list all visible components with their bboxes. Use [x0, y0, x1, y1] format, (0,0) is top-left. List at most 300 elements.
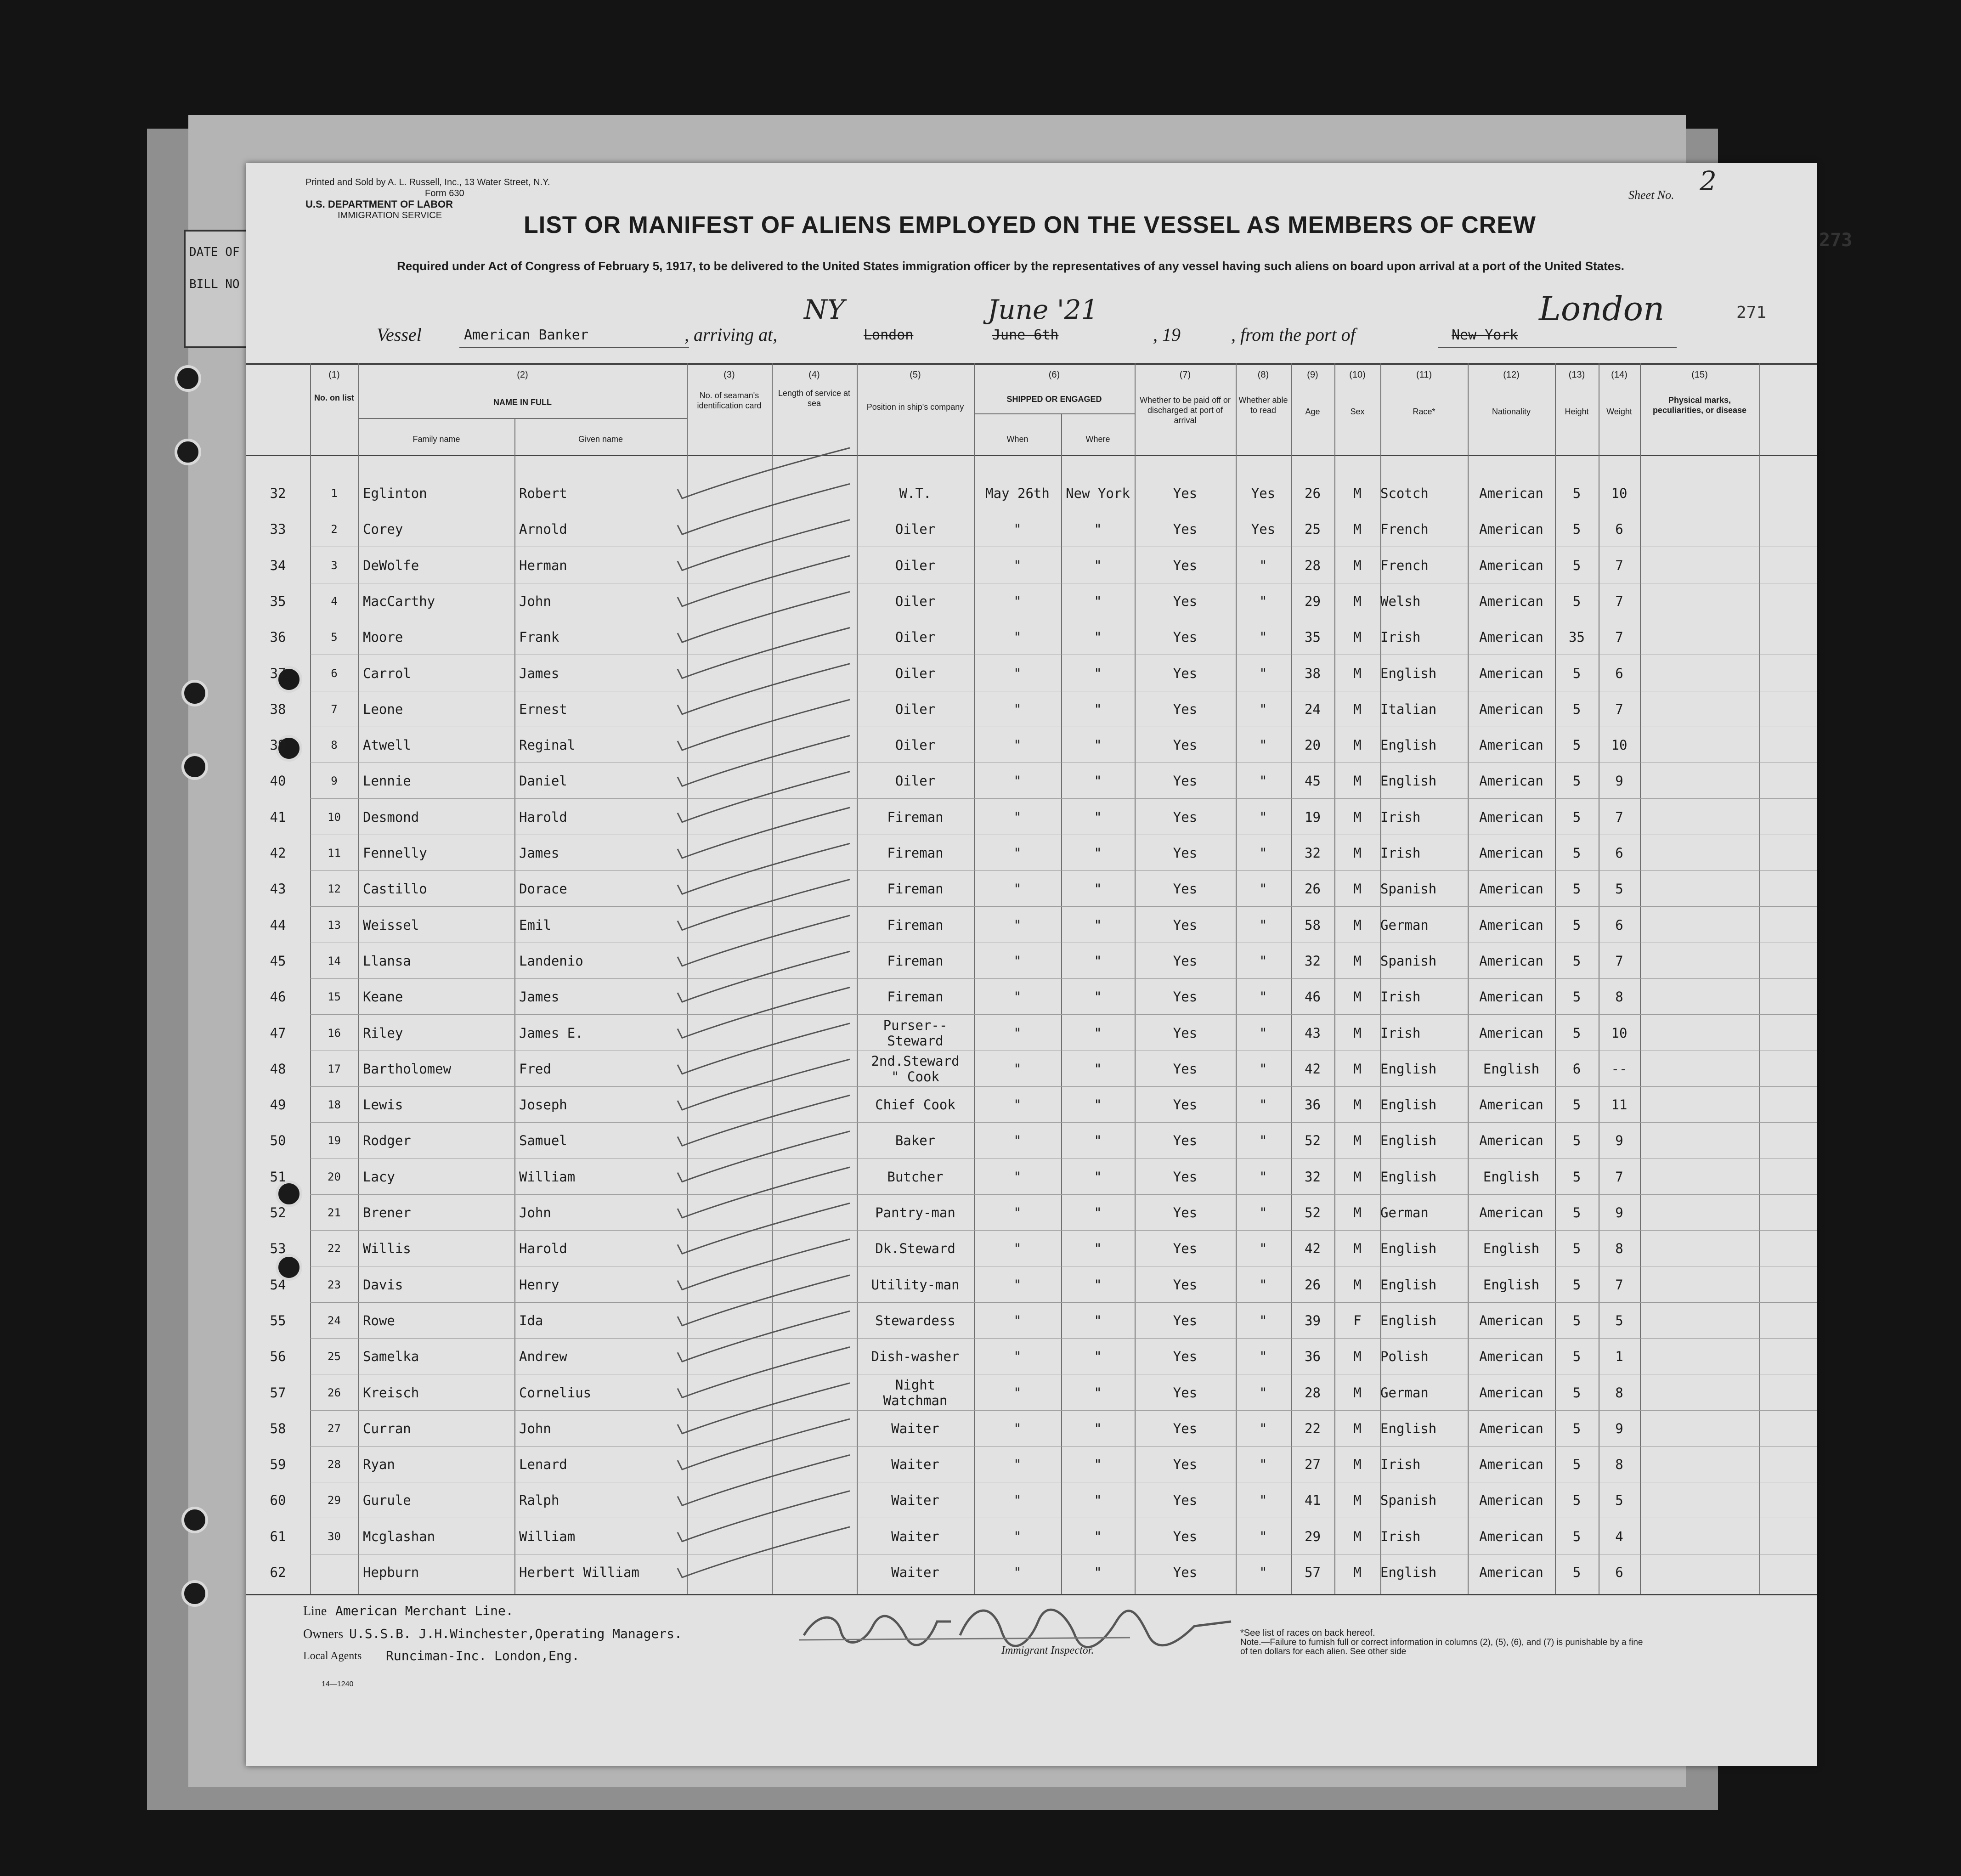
- cell-given: Harold: [519, 1241, 567, 1256]
- table-row: [246, 655, 1817, 691]
- cell-weight: 6: [1615, 521, 1623, 537]
- header-family-name: Family name: [413, 435, 460, 444]
- table-row: [246, 1519, 1817, 1554]
- cell-line: 33: [270, 521, 286, 537]
- cell-where: ": [1094, 1241, 1102, 1256]
- side-stamp-line-2: BILL NO: [189, 277, 240, 291]
- cell-position: Waiter: [891, 1529, 939, 1544]
- cell-race: English: [1380, 1565, 1437, 1580]
- cell-height: 5: [1572, 953, 1581, 969]
- cell-age: 52: [1305, 1205, 1321, 1221]
- cell-family: Curran: [363, 1421, 411, 1436]
- colnum-14: (14): [1611, 370, 1628, 380]
- cell-line: 52: [270, 1205, 286, 1221]
- cell-given: Harold: [519, 809, 567, 825]
- cell-position: Fireman: [887, 989, 944, 1005]
- table-row: [246, 871, 1817, 907]
- colnum-12: (12): [1503, 370, 1520, 380]
- cell-paid: Yes: [1173, 989, 1198, 1005]
- cell-nationality: American: [1479, 1313, 1543, 1328]
- side-stamp-line-1: DATE OF: [189, 245, 240, 259]
- cell-where: New York: [1066, 486, 1130, 501]
- cell-age: 29: [1305, 1529, 1321, 1544]
- cell-no: 14: [328, 955, 341, 967]
- cell-line: 48: [270, 1061, 286, 1077]
- cell-nationality: American: [1479, 1529, 1543, 1544]
- cell-height: 5: [1572, 701, 1581, 717]
- cell-race: Spanish: [1380, 1492, 1437, 1508]
- cell-when: ": [1013, 845, 1022, 861]
- colnum-10: (10): [1349, 370, 1366, 380]
- cell-when: ": [1013, 1025, 1022, 1041]
- footer-form-code: 14—1240: [322, 1680, 354, 1688]
- cell-sex: F: [1353, 1313, 1362, 1328]
- cell-read: ": [1259, 701, 1267, 717]
- cell-when: ": [1013, 1457, 1022, 1472]
- cell-line: 36: [270, 629, 286, 645]
- cell-sex: M: [1353, 809, 1362, 825]
- cell-nationality: American: [1479, 593, 1543, 609]
- from-handwritten: London: [1539, 289, 1665, 328]
- cell-race: English: [1380, 1421, 1437, 1436]
- cell-line: 49: [270, 1097, 286, 1113]
- cell-nationality: English: [1483, 1277, 1540, 1293]
- cell-weight: 8: [1615, 989, 1623, 1005]
- cell-no: 17: [328, 1062, 341, 1075]
- cell-line: 44: [270, 917, 286, 933]
- cell-line: 55: [270, 1313, 286, 1328]
- from-underline: [1438, 347, 1677, 348]
- cell-when: ": [1013, 953, 1022, 969]
- cell-no: 10: [328, 811, 341, 824]
- arriving-label: , arriving at,: [684, 324, 778, 345]
- cell-read: ": [1259, 953, 1267, 969]
- cell-given: Frank: [519, 629, 559, 645]
- cell-weight: 6: [1615, 666, 1623, 681]
- cell-nationality: American: [1479, 881, 1543, 897]
- cell-when: ": [1013, 773, 1022, 789]
- cell-sex: M: [1353, 666, 1362, 681]
- cell-sex: M: [1353, 521, 1362, 537]
- table-row: [246, 1303, 1817, 1339]
- cell-race: English: [1380, 1277, 1437, 1293]
- date-struck: June 6th: [992, 327, 1059, 343]
- cell-no: 1: [331, 487, 338, 500]
- cell-sex: M: [1353, 989, 1362, 1005]
- footer-line-value: American Merchant Line.: [335, 1603, 514, 1618]
- cell-where: ": [1094, 773, 1102, 789]
- table-row: [246, 1339, 1817, 1374]
- cell-sex: M: [1353, 773, 1362, 789]
- colnum-4: (4): [808, 370, 820, 380]
- arriving-handwritten: NY: [804, 294, 845, 325]
- cell-position: Waiter: [891, 1565, 939, 1580]
- cell-where: ": [1094, 593, 1102, 609]
- cell-paid: Yes: [1173, 629, 1198, 645]
- vessel-name: American Banker: [464, 327, 588, 343]
- footer-agents-label: Local Agents: [303, 1650, 362, 1662]
- cell-family: Leone: [363, 701, 403, 717]
- cell-family: Mcglashan: [363, 1529, 435, 1544]
- cell-read: ": [1259, 1097, 1267, 1113]
- sheet-no-label: Sheet No.: [1628, 188, 1674, 202]
- cell-height: 5: [1572, 1492, 1581, 1508]
- cell-nationality: American: [1479, 1025, 1543, 1041]
- punch-hole: [175, 365, 201, 392]
- cell-family: Castillo: [363, 881, 427, 897]
- cell-age: 46: [1305, 989, 1321, 1005]
- table-row: [246, 1231, 1817, 1266]
- cell-no: 29: [328, 1494, 341, 1507]
- cell-nationality: American: [1479, 773, 1543, 789]
- cell-where: ": [1094, 1313, 1102, 1328]
- table-row: [246, 1123, 1817, 1158]
- table-row: [246, 1087, 1817, 1123]
- cell-nationality: American: [1479, 1421, 1543, 1436]
- cell-no: 25: [328, 1350, 341, 1363]
- stamp-number-top: 273: [1819, 230, 1853, 251]
- cell-when: ": [1013, 737, 1022, 753]
- cell-paid: Yes: [1173, 773, 1198, 789]
- cell-nationality: American: [1479, 737, 1543, 753]
- cell-line: 39: [270, 737, 286, 753]
- cell-weight: 8: [1615, 1241, 1623, 1256]
- cell-line: 38: [270, 701, 286, 717]
- colnum-6: (6): [1048, 370, 1060, 380]
- cell-height: 5: [1572, 1565, 1581, 1580]
- cell-nationality: American: [1479, 845, 1543, 861]
- cell-weight: 7: [1615, 593, 1623, 609]
- cell-nationality: American: [1479, 629, 1543, 645]
- table-row: [246, 619, 1817, 655]
- cell-paid: Yes: [1173, 1241, 1198, 1256]
- cell-position: Oiler: [895, 737, 936, 753]
- row-rule: [310, 798, 1817, 799]
- cell-weight: 8: [1615, 1385, 1623, 1401]
- cell-read: ": [1259, 1277, 1267, 1293]
- cell-line: 50: [270, 1133, 286, 1148]
- cell-age: 41: [1305, 1492, 1321, 1508]
- cell-position: Oiler: [895, 666, 936, 681]
- cell-family: Riley: [363, 1025, 403, 1041]
- cell-race: Irish: [1380, 1025, 1421, 1041]
- cell-given: Emil: [519, 917, 551, 933]
- cell-read: ": [1259, 1061, 1267, 1077]
- header-name-in-full: NAME IN FULL: [493, 398, 552, 407]
- punch-hole: [175, 439, 201, 465]
- cell-read: ": [1259, 1313, 1267, 1328]
- cell-nationality: American: [1479, 917, 1543, 933]
- cell-read: ": [1259, 989, 1267, 1005]
- cell-when: ": [1013, 1133, 1022, 1148]
- cell-family: Desmond: [363, 809, 419, 825]
- cell-where: ": [1094, 809, 1102, 825]
- punch-hole: [181, 1580, 208, 1607]
- cell-age: 26: [1305, 1277, 1321, 1293]
- cell-no: 21: [328, 1206, 341, 1219]
- cell-paid: Yes: [1173, 1169, 1198, 1185]
- cell-nationality: American: [1479, 666, 1543, 681]
- cell-no: 12: [328, 882, 341, 895]
- cell-line: 62: [270, 1565, 286, 1580]
- colnum-13: (13): [1568, 370, 1585, 380]
- cell-height: 5: [1572, 1529, 1581, 1544]
- cell-read: ": [1259, 593, 1267, 609]
- table-row: [246, 799, 1817, 835]
- footer-line-label: Line: [303, 1604, 327, 1618]
- cell-weight: 4: [1615, 1529, 1623, 1544]
- cell-weight: 6: [1615, 1565, 1623, 1580]
- cell-sex: M: [1353, 1025, 1362, 1041]
- cell-line: 42: [270, 845, 286, 861]
- cell-age: 42: [1305, 1241, 1321, 1256]
- cell-weight: 7: [1615, 701, 1623, 717]
- cell-given: John: [519, 1421, 551, 1436]
- header-length-service: Length of service at sea: [778, 389, 851, 408]
- cell-position: Chief Cook: [875, 1097, 955, 1113]
- cell-height: 5: [1572, 1025, 1581, 1041]
- cell-no: 6: [331, 667, 338, 680]
- cell-sex: M: [1353, 1565, 1362, 1580]
- name-subheader-rule: [358, 418, 687, 419]
- document-title: LIST OR MANIFEST OF ALIENS EMPLOYED ON THE VESSEL AS MEMBERS OF CREW: [524, 212, 1536, 238]
- cell-where: ": [1094, 1492, 1102, 1508]
- cell-when: ": [1013, 1097, 1022, 1113]
- colnum-2: (2): [517, 370, 528, 380]
- cell-read: ": [1259, 737, 1267, 753]
- cell-age: 28: [1305, 558, 1321, 573]
- cell-family: Gurule: [363, 1492, 411, 1508]
- cell-where: ": [1094, 1277, 1102, 1293]
- cell-line: 60: [270, 1492, 286, 1508]
- cell-where: ": [1094, 701, 1102, 717]
- cell-age: 26: [1305, 486, 1321, 501]
- cell-nationality: American: [1479, 1492, 1543, 1508]
- cell-position: Waiter: [891, 1492, 939, 1508]
- cell-race: Scotch: [1380, 486, 1429, 501]
- cell-position: Waiter: [891, 1457, 939, 1472]
- cell-when: ": [1013, 1241, 1022, 1256]
- cell-height: 5: [1572, 1169, 1581, 1185]
- cell-height: 5: [1572, 1133, 1581, 1148]
- cell-age: 39: [1305, 1313, 1321, 1328]
- cell-paid: Yes: [1173, 1349, 1198, 1364]
- form-number: Form 630: [425, 188, 464, 198]
- colnum-7: (7): [1179, 370, 1191, 380]
- cell-height: 5: [1572, 1205, 1581, 1221]
- cell-given: Robert: [519, 486, 567, 501]
- cell-when: ": [1013, 701, 1022, 717]
- cell-weight: 9: [1615, 773, 1623, 789]
- cell-family: Keane: [363, 989, 403, 1005]
- cell-given: Lenard: [519, 1457, 567, 1472]
- cell-paid: Yes: [1173, 1277, 1198, 1293]
- cell-family: Brener: [363, 1205, 411, 1221]
- cell-no: 16: [328, 1027, 341, 1040]
- cell-given: William: [519, 1169, 576, 1185]
- cell-weight: 7: [1615, 1277, 1623, 1293]
- cell-where: ": [1094, 1385, 1102, 1401]
- cell-age: 32: [1305, 1169, 1321, 1185]
- cell-where: ": [1094, 1565, 1102, 1580]
- cell-read: ": [1259, 1492, 1267, 1508]
- cell-age: 29: [1305, 593, 1321, 609]
- cell-read: ": [1259, 1205, 1267, 1221]
- cell-where: ": [1094, 737, 1102, 753]
- cell-where: ": [1094, 881, 1102, 897]
- cell-given: Dorace: [519, 881, 567, 897]
- cell-when: ": [1013, 1205, 1022, 1221]
- cell-race: Irish: [1380, 1529, 1421, 1544]
- cell-line: 43: [270, 881, 286, 897]
- table-row: [246, 1015, 1817, 1051]
- cell-family: Rodger: [363, 1133, 411, 1148]
- cell-no: 23: [328, 1278, 341, 1291]
- department-name: U.S. DEPARTMENT OF LABOR: [305, 198, 453, 210]
- cell-sex: M: [1353, 486, 1362, 501]
- cell-where: ": [1094, 989, 1102, 1005]
- cell-line: 58: [270, 1421, 286, 1436]
- cell-read: ": [1259, 881, 1267, 897]
- cell-position: Waiter: [891, 1421, 939, 1436]
- cell-weight: 9: [1615, 1205, 1623, 1221]
- printer-note: [305, 177, 550, 221]
- cell-paid: Yes: [1173, 1205, 1198, 1221]
- cell-weight: --: [1611, 1061, 1628, 1077]
- cell-race: English: [1380, 773, 1437, 789]
- cell-sex: M: [1353, 1241, 1362, 1256]
- cell-sex: M: [1353, 1097, 1362, 1113]
- cell-given: Reginal: [519, 737, 576, 753]
- cell-nationality: American: [1479, 558, 1543, 573]
- table-row: [246, 1195, 1817, 1231]
- cell-given: Samuel: [519, 1133, 567, 1148]
- cell-position: Dish-washer: [871, 1349, 960, 1364]
- cell-line: 51: [270, 1169, 286, 1185]
- header-given-name: Given name: [578, 435, 623, 444]
- header-when: When: [1006, 435, 1029, 444]
- cell-family: Samelka: [363, 1349, 419, 1364]
- cell-when: ": [1013, 521, 1022, 537]
- table-row: [246, 1159, 1817, 1195]
- cell-no: 30: [328, 1530, 341, 1543]
- cell-race: Irish: [1380, 629, 1421, 645]
- cell-height: 5: [1572, 1097, 1581, 1113]
- cell-given: James E.: [519, 1025, 583, 1041]
- cell-read: ": [1259, 1421, 1267, 1436]
- cell-nationality: American: [1479, 521, 1543, 537]
- cell-where: ": [1094, 1349, 1102, 1364]
- cell-paid: Yes: [1173, 1313, 1198, 1328]
- cell-paid: Yes: [1173, 701, 1198, 717]
- cell-position: 2nd.Steward " Cook: [871, 1053, 960, 1085]
- colnum-3: (3): [723, 370, 735, 380]
- cell-weight: 1: [1615, 1349, 1623, 1364]
- header-age: Age: [1305, 407, 1320, 416]
- cell-when: ": [1013, 881, 1022, 897]
- cell-when: ": [1013, 1421, 1022, 1436]
- cell-where: ": [1094, 917, 1102, 933]
- cell-given: Arnold: [519, 521, 567, 537]
- footer-owners-label: Owners: [303, 1627, 344, 1641]
- cell-paid: Yes: [1173, 737, 1198, 753]
- cell-nationality: American: [1479, 989, 1543, 1005]
- cell-read: ": [1259, 1133, 1267, 1148]
- header-height: Height: [1565, 407, 1589, 416]
- table-row: [246, 727, 1817, 763]
- table-row: [246, 763, 1817, 799]
- cell-height: 5: [1572, 1457, 1581, 1472]
- cell-line: 37: [270, 666, 286, 681]
- cell-given: Herman: [519, 558, 567, 573]
- cell-where: ": [1094, 629, 1102, 645]
- cell-no: 9: [331, 774, 338, 787]
- printer-line: Printed and Sold by A. L. Russell, Inc., 13 Water Street, N.Y.: [305, 177, 550, 187]
- vessel-underline: [459, 347, 689, 348]
- cell-paid: Yes: [1173, 666, 1198, 681]
- cell-paid: Yes: [1173, 1565, 1198, 1580]
- header-sex: Sex: [1350, 407, 1365, 416]
- colnum-9: (9): [1307, 370, 1318, 380]
- footer-races-note: *See list of races on back hereof.: [1240, 1628, 1375, 1638]
- cell-when: ": [1013, 1313, 1022, 1328]
- cell-height: 5: [1572, 773, 1581, 789]
- cell-given: Landenio: [519, 953, 583, 969]
- cell-sex: M: [1353, 881, 1362, 897]
- cell-race: English: [1380, 737, 1437, 753]
- cell-when: ": [1013, 1169, 1022, 1185]
- cell-read: ": [1259, 558, 1267, 573]
- cell-nationality: American: [1479, 1205, 1543, 1221]
- cell-age: 20: [1305, 737, 1321, 753]
- header-paid-off: Whether to be paid off or discharged at port of arrival: [1140, 396, 1231, 425]
- cell-sex: M: [1353, 629, 1362, 645]
- pencil-tick-marks: [671, 441, 864, 1608]
- cell-no: 28: [328, 1458, 341, 1471]
- cell-sex: M: [1353, 701, 1362, 717]
- cell-age: 36: [1305, 1349, 1321, 1364]
- cell-paid: Yes: [1173, 1061, 1198, 1077]
- cell-family: Corey: [363, 521, 403, 537]
- table-row: [246, 475, 1817, 511]
- cell-where: ": [1094, 1025, 1102, 1041]
- colnum-15: (15): [1691, 370, 1708, 380]
- cell-nationality: English: [1483, 1061, 1540, 1077]
- cell-race: Italian: [1380, 701, 1437, 717]
- cell-line: 45: [270, 953, 286, 969]
- cell-race: Irish: [1380, 989, 1421, 1005]
- cell-read: ": [1259, 629, 1267, 645]
- cell-weight: 6: [1615, 917, 1623, 933]
- cell-family: MacCarthy: [363, 593, 435, 609]
- cell-family: Atwell: [363, 737, 411, 753]
- table-header-rule: [246, 455, 1817, 456]
- cell-height: 5: [1572, 917, 1581, 933]
- cell-no: 19: [328, 1134, 341, 1147]
- cell-age: 45: [1305, 773, 1321, 789]
- cell-position: Oiler: [895, 521, 936, 537]
- cell-paid: Yes: [1173, 558, 1198, 573]
- cell-where: ": [1094, 1529, 1102, 1544]
- cell-race: German: [1380, 917, 1429, 933]
- cell-line: 34: [270, 558, 286, 573]
- header-nationality: Nationality: [1492, 407, 1531, 416]
- sheet-no-value: 2: [1700, 165, 1717, 197]
- colnum-5: (5): [910, 370, 921, 380]
- cell-no: 7: [331, 703, 338, 716]
- cell-family: Carrol: [363, 666, 411, 681]
- cell-family: Bartholomew: [363, 1061, 452, 1077]
